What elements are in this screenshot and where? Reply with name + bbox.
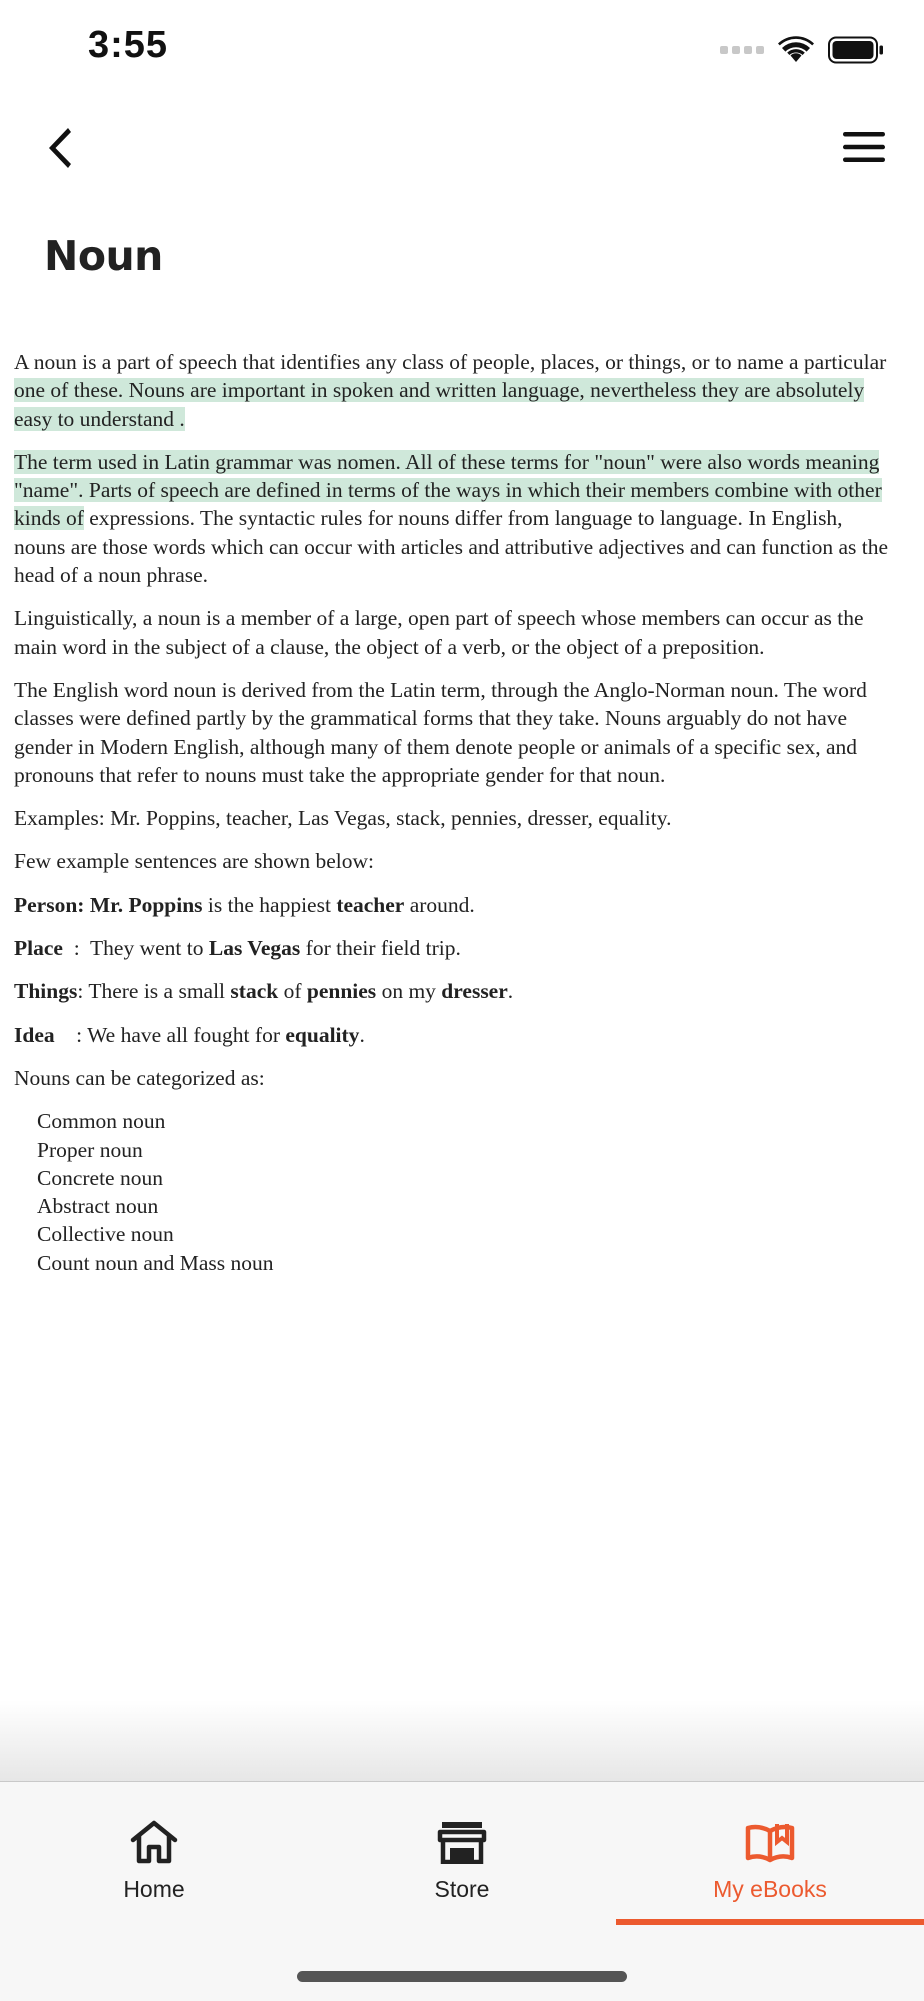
paragraph-text: A noun is a part of speech that identifies any class of people, places, or things, or to name a particular [14, 350, 887, 374]
list-item: Concrete noun [37, 1165, 163, 1190]
paragraph-example-intro: Few example sentences are shown below: [14, 849, 375, 874]
tab-bar-shadow [0, 1700, 924, 1782]
open-book-icon [744, 1818, 796, 1866]
status-bar [0, 0, 924, 100]
tab-home[interactable] [0, 1782, 308, 1922]
paragraph-categorized: Nouns can be categorized as: [14, 1065, 265, 1090]
example-things: Things: There is a small stack of pennies on my dresser. [14, 979, 514, 1004]
home-indicator[interactable] [297, 1971, 627, 1982]
tab-label: Home [123, 1876, 185, 1902]
bottom-tab-bar [0, 1781, 924, 2001]
active-tab-indicator [616, 1919, 924, 1925]
tab-label: Store [434, 1876, 490, 1902]
status-time: 3:55 [88, 24, 169, 66]
paragraph-linguistics: Linguistically, a noun is a member of a large, open part of speech whose members can occur as the main word in the subject of a clause, the object of a verb, or the object of a preposition. [14, 606, 864, 659]
wifi-icon [778, 36, 814, 64]
paragraph-latin [14, 448, 896, 589]
paragraph-text: expressions. The syntactic rules for nouns differ from language to language. In English, nouns are those words which can occur with articles and attributive adjectives and can function as the head of a noun phrase. [14, 506, 889, 588]
battery-icon [828, 36, 884, 64]
example-idea: Idea : We have all fought for equality. [14, 1022, 365, 1047]
list-item: Common noun [37, 1109, 166, 1134]
text-highlight[interactable]: one of these. Nouns are important in spoken and written language, nevertheless they are absolutely easy to understand . [14, 378, 865, 431]
list-item: Abstract noun [37, 1194, 159, 1219]
paragraph-examples: Examples: Mr. Poppins, teacher, Las Vegas, stack, pennies, dresser, equality. [14, 806, 672, 831]
list-item: Proper noun [37, 1137, 143, 1162]
example-place: Place : They went to Las Vegas for their field trip. [14, 936, 461, 961]
tab-store[interactable] [308, 1782, 616, 1922]
list-item: Count noun and Mass noun [37, 1250, 274, 1275]
example-person: Person: Mr. Poppins is the happiest teacher around. [14, 892, 475, 917]
paragraph-etymology: The English word noun is derived from the Latin term, through the Anglo-Norman noun. The word classes were defined partly by the grammatical forms that they take. Nouns arguably do not have gender in Modern English, although many of them denote people or animals of a specific sex, and pronouns that refer to nouns must take the appropriate gender for that noun. [14, 677, 867, 787]
back-button[interactable] [34, 120, 84, 176]
home-icon [130, 1818, 178, 1866]
tab-my-ebooks[interactable] [616, 1782, 924, 1922]
menu-button[interactable] [838, 124, 890, 170]
list-item: Collective noun [37, 1222, 174, 1247]
article-content [14, 348, 896, 1277]
paragraph-intro [14, 348, 896, 433]
tab-label: My eBooks [713, 1876, 827, 1902]
cellular-signal-icon [720, 46, 764, 54]
text-highlight[interactable]: The term used in Latin grammar was nomen. All of these terms for "noun" were also words meaning "name". Parts of speech are defined in terms of the ways in which their members combine with other kinds of [14, 449, 882, 531]
chevron-left-icon [44, 126, 74, 170]
store-icon [436, 1818, 488, 1866]
noun-category-list [14, 1107, 896, 1277]
status-icons [720, 30, 884, 70]
page-title: Noun [44, 232, 163, 280]
hamburger-menu-icon [842, 131, 886, 163]
